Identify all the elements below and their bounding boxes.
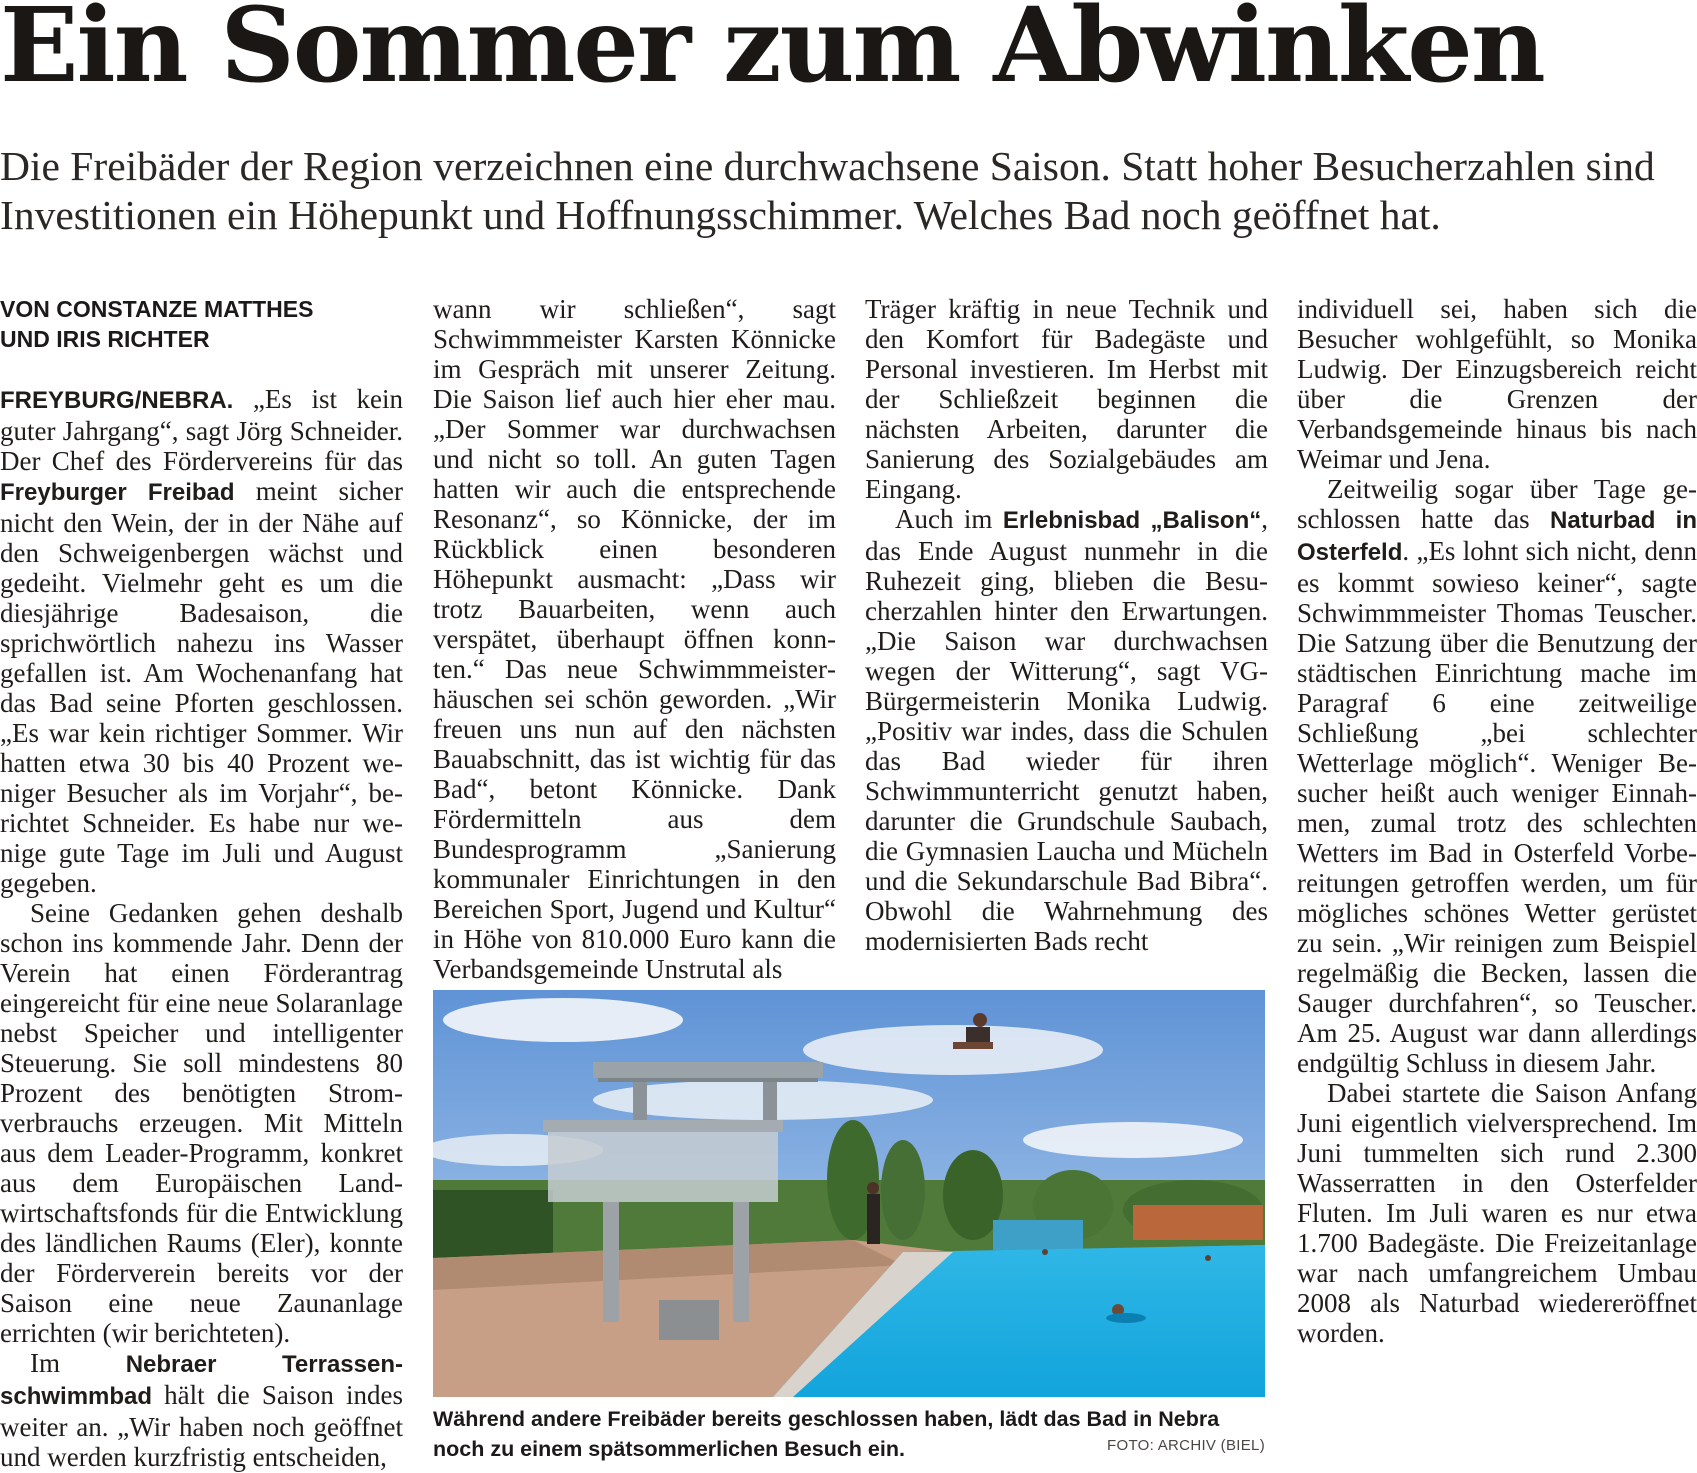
paragraph-5-text-a: Zeitweilig sogar über Tage geschlossen hatte das <box>1297 474 1697 534</box>
photo-credit: FOTO: ARCHIV (BIEL) <box>1107 1437 1265 1454</box>
article-paragraph-5 <box>1297 474 1697 1078</box>
article-paragraph-3-continued-continued <box>865 294 1268 504</box>
byline <box>0 294 403 354</box>
paragraph-3-text-b: hält die Saison indes weiter an. „Wir haben noch geöffnet und werden kurzfristig entscheiden, <box>0 1380 403 1472</box>
dateline: FREYBURG/NEBRA. <box>0 387 234 414</box>
keyword-freyburger-freibad: Freyburger Freibad <box>0 479 235 506</box>
paragraph-4-text-b: , das Ende August nunmehr in die Ruhezeit ging, blieben die Besucherzahlen hinter den Erwartungen. „Die Saison war durchwachsen wegen der Witterung“, sagt VG-Bürgermeisterin Monika Ludwig. „Positiv war indes, dass die Schulen das Bad wieder für ihren Schwimmunterricht genutzt haben, darunter die Grundschule Saubach, die Gymnasien Laucha und Mücheln und die Sekundarschule Bad Bibra“. Obwohl die Wahrnehmung des modernisierten Bads recht <box>865 504 1268 956</box>
article-paragraph-4-continued <box>1297 294 1697 474</box>
subheadline: Die Freibäder der Region verzeichnen eine durchwachsene Saison. Statt hoher Besucherzahlen sind Investitionen ein Höhepunkt und Hoffnungsschimmer. Welches Bad noch geöffnet hat. <box>0 143 1655 238</box>
paragraph-3-text-b-continued: wann wir schließen“, sagt Schwimmmeister Karsten Könnicke im Gespräch mit unserer Zeitung. Die Saison lief auch hier eher mau. „Der Sommer war durchwachsen und nicht so toll. An guten Tagen hatten wir auch die entsprechende Resonanz“, so Könnicke, der im Rückblick einen besonderen Höhepunkt ausmacht: „Dass wir trotz Bauarbeiten, wenn auch verspätet, überhaupt öffnen konnten.“ Das neue Schwimmmeisterhäuschen sei schön geworden. „Wir freuen uns nun auf den nächsten Bauabschnitt, das ist wichtig für das Bad“, betont Könnicke. Dank Fördermitteln aus dem Bundesprogramm „Sanierung kommunaler Einrichtungen in den Bereichen Sport, Jugend und Kultur“ in Höhe von 810.000 Euro kann die Verbandsgemeinde Unstrutal als <box>433 294 836 984</box>
headline: Ein Sommer zum Abwinken <box>0 0 1544 106</box>
article-column-4 <box>1297 294 1697 1348</box>
paragraph-3-text-a: Im <box>30 1348 126 1378</box>
keyword-naturbad-osterfeld: Naturbad in Osterfeld <box>1297 507 1697 566</box>
article-paragraph-3 <box>0 1348 403 1472</box>
article-paragraph-6: Dabei startete die Saison Anfang Juni eigentlich vielversprechend. Im Juni tummelten sich rund 2.300 Wasserratten in den Osterfelder Fluten. Im Juli waren es nur etwa 1.700 Badegäste. Die Freizeitanlage war nach umfangreichem Umbau 2008 als Naturbad wiedereröffnet worden. <box>1297 1078 1697 1348</box>
pool-photo <box>433 990 1265 1397</box>
byline-line-2: UND IRIS RICHTER <box>0 326 210 352</box>
paragraph-5-text-b: . „Es lohnt sich nicht, denn es kommt sowieso keiner“, sagte Schwimmmeister Thomas Teuscher. Die Satzung über die Benutzung der städtischen Einrichtung mache im Paragraf 6 eine zeitweilige Schließung „bei schlechter Wetterlage möglich“. Weniger Besucher heißt auch weniger Einnahmen, zumal trotz des schlechten Wetters im Bad in Osterfeld Vorbereitungen getroffen werden, um für mögliches schönes Wetter gerüstet zu sein. „Wir reinigen zum Beispiel regelmäßig die Becken, lassen die Sauger durchfahren“, so Teuscher. Am 25. August war dann allerdings endgültig Schluss in diesem Jahr. <box>1297 536 1697 1078</box>
article-paragraph-2: Seine Gedanken gehen deshalb schon ins kommende Jahr. Denn der Verein hat einen Förderantrag eingereicht für eine neue Solaranlage nebst Speicher und intelligenter Steuerung. Sie soll mindestens 80 Prozent des benötigten Stromverbrauchs erzeugen. Mit Mitteln aus dem Leader-Programm, konkret aus dem Europäischen Landwirtschaftsfonds für die Entwicklung des ländlichen Raums (Eler), konnte der Förderverein bereits vor der Saison eine neue Zaunanlage errichten (wir berichteten). <box>0 898 403 1348</box>
paragraph-1-text-a: „Es ist kein guter Jahrgang“, sagt Jörg Schneider. Der Chef des Fördervereins für das <box>0 384 403 476</box>
article-paragraph-1 <box>0 384 403 898</box>
article-paragraph-4 <box>865 504 1268 956</box>
paragraph-4-text-a: Auch im <box>895 504 1003 534</box>
article-paragraph-3-continued <box>433 294 836 984</box>
pool-photo-illustration <box>433 990 1265 1397</box>
paragraph-1-text-b: meint sicher nicht den Wein, der in der Nähe auf den Schweigenbergen wächst und gedeiht. Vielmehr geht es um die diesjährige Badesaison, die sprichwörtlich nahezu ins Wasser gefallen ist. Am Wochenanfang hat das Bad seine Pforten geschlossen. „Es war kein richtiger Sommer. Wir hatten etwa 30 bis 40 Prozent weniger Besucher als im Vorjahr“, berichtet Schneider. Es habe nur wenige gute Tage im Juli und August gegeben. <box>0 476 403 898</box>
byline-line-1: VON CONSTANZE MATTHES <box>0 296 314 322</box>
photo-caption: Während andere Freibäder bereits geschlossen haben, lädt das Bad in Nebra noch zu einem spätsommerlichen Besuch ein. <box>433 1407 1220 1461</box>
paragraph-4-text-b-continued: individuell sei, haben sich die Besucher wohlgefühlt, so Monika Ludwig. Der Einzugsbereich reicht über die Grenzen der Verbandsgemeinde hinaus bis nach Weimar und Jena. <box>1297 294 1697 474</box>
keyword-erlebnisbad-balison: Erlebnisbad „Balison“ <box>1002 507 1262 534</box>
keyword-nebraer-terrassenschwimmbad: Nebraer Terrassenschwimmbad <box>0 1351 403 1410</box>
article-column-1 <box>0 294 403 1472</box>
article-column-2 <box>433 294 836 984</box>
article-column-3 <box>865 294 1268 956</box>
paragraph-3-text-b-continued-continued: Träger kräftig in neue Technik und den Komfort für Badegäste und Personal investieren. Im Herbst mit der Schließzeit beginnen die nächsten Arbeiten, darunter die Sanierung des Sozialgebäudes am Eingang. <box>865 294 1268 504</box>
